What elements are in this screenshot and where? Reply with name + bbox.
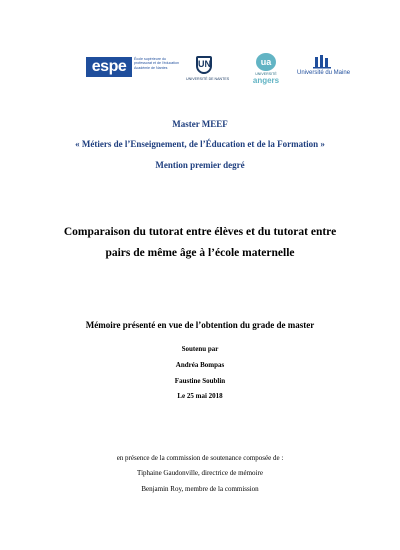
thesis-title-line1: Comparaison du tutorat entre élèves et du tutorat entre (63, 226, 337, 238)
committee-member: Benjamin Roy, membre de la commission (141, 485, 259, 493)
thesis-title-line2: pairs de même âge à l’école maternelle (105, 247, 295, 259)
program-mention: Mention premier degré (155, 160, 245, 170)
espe-logo: espe (86, 57, 132, 77)
logo-bar (0, 50, 400, 90)
memoire-statement: Mémoire présenté en vue de l’obtention du grade de master (85, 320, 315, 330)
soutenu-label: Soutenu par (181, 345, 219, 353)
program-master: Master MEEF (172, 119, 228, 129)
author-name: Andréa Bompas (175, 361, 225, 369)
universite-angers-label: angers (252, 76, 280, 85)
universite-angers-logo: ua (256, 53, 276, 71)
universite-maine-label: Université du Maine (297, 70, 351, 76)
universite-maine-logo-icon (312, 55, 332, 69)
committee-intro: en présence de la commission de soutenance composée de : (116, 454, 284, 462)
universite-angers-sub: UNIVERSITÉ (255, 72, 277, 76)
committee-director: Tiphaine Gaudonville, directrice de mémoire (137, 469, 263, 477)
espe-logo-subtitle: École supérieure du professorat et de l'éducation Académie de Nantes (134, 57, 180, 70)
program-metiers: « Métiers de l’Enseignement, de l’Éducation et de la Formation » (75, 139, 325, 149)
universite-nantes-logo: UN (196, 56, 212, 74)
author-name: Faustine Soublin (174, 377, 226, 385)
universite-nantes-label: UNIVERSITÉ DE NANTES (186, 77, 230, 81)
defense-date: Le 25 mai 2018 (177, 392, 223, 400)
